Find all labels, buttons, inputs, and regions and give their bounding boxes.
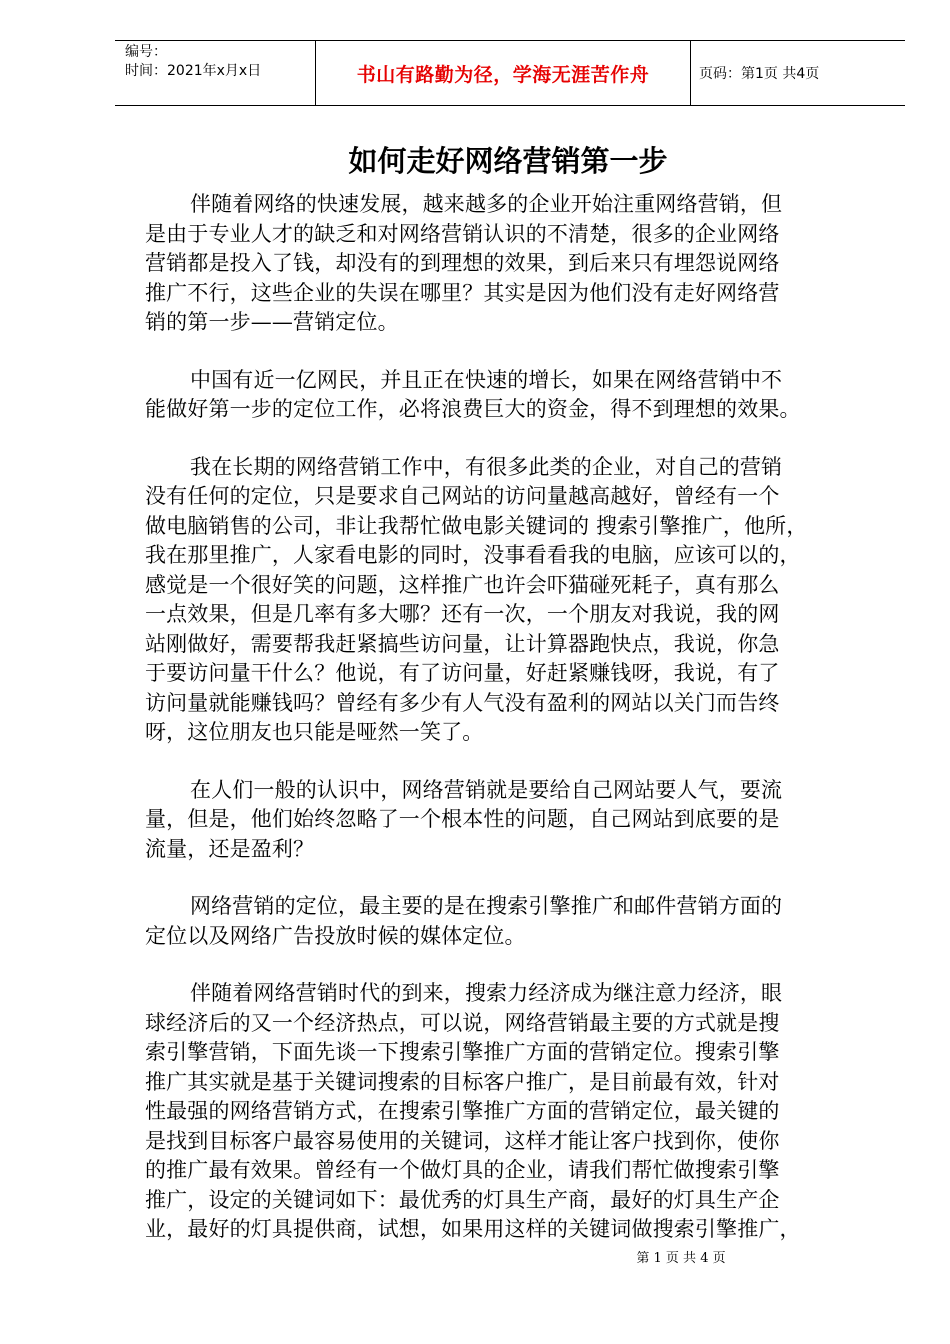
paragraph bbox=[145, 453, 875, 748]
document-body bbox=[145, 190, 875, 1273]
paragraph-line: 访问量就能赚钱吗？曾经有多少有人气没有盈利的网站以关门而告终 bbox=[145, 690, 780, 715]
paragraph bbox=[145, 190, 875, 338]
paragraph-line: 的推广最有效果。曾经有一个做灯具的企业，请我们帮忙做搜索引擎 bbox=[145, 1158, 780, 1182]
paragraph bbox=[145, 979, 875, 1245]
header-info-cell bbox=[115, 41, 316, 105]
paragraph-line: 一点效果，但是几率有多大哪？还有一次，一个朋友对我说，我的网 bbox=[145, 602, 780, 626]
header-page-info: 页码：第1页 共4页 bbox=[699, 66, 820, 82]
paragraph-line: 呀，这位朋友也只能是哑然一笑了。 bbox=[145, 720, 484, 744]
paragraph bbox=[145, 776, 875, 865]
paragraph-line: 定位以及网络广告投放时候的媒体定位。 bbox=[145, 923, 526, 948]
paragraph-line: 索引擎营销，下面先谈一下搜索引擎推广方面的营销定位。搜索引擎 bbox=[145, 1040, 780, 1064]
paragraph-line: 业，最好的灯具提供商，试想，如果用这样的关键词做搜索引擎推广， bbox=[145, 1217, 801, 1241]
header-page-cell bbox=[691, 41, 905, 105]
paragraph-line: 我在那里推广，人家看电影的同时，没事看看我的电脑，应该可以的， bbox=[145, 543, 801, 567]
paragraph-line: 是找到目标客户最容易使用的关键词，这样才能让客户找到你，使你 bbox=[145, 1128, 780, 1153]
paragraph-line: 是由于专业人才的缺乏和对网络营销认识的不清楚，很多的企业网络 bbox=[145, 221, 780, 246]
header-number-label: 编号： bbox=[125, 44, 167, 60]
paragraph-line: 在人们一般的认识中，网络营销就是要给自己网站要人气，要流 bbox=[190, 777, 783, 802]
paragraph bbox=[145, 892, 875, 951]
document-title: 如何走好网络营销第一步 bbox=[348, 144, 668, 178]
paragraph-line: 球经济后的又一个经济热点，可以说，网络营销最主要的方式就是搜 bbox=[145, 1010, 780, 1035]
paragraph-line: 做电脑销售的公司，非让我帮忙做电影关键词的 搜索引擎推广，他所， bbox=[145, 513, 808, 538]
paragraph-line: 推广不行，这些企业的失误在哪里？其实是因为他们没有走好网络营 bbox=[145, 280, 780, 305]
paragraph-line: 能做好第一步的定位工作，必将浪费巨大的资金，得不到理想的效果。 bbox=[145, 397, 801, 421]
header-motto: 书山有路勤为径，学海无涯苦作舟 bbox=[356, 63, 650, 86]
paragraph-line: 站刚做好，需要帮我赶紧搞些访问量，让计算器跑快点，我说，你急 bbox=[145, 631, 780, 656]
paragraph-line: 伴随着网络营销时代的到来，搜索力经济成为继注意力经济，眼 bbox=[190, 981, 783, 1005]
paragraph-line: 推广其实就是基于关键词搜索的目标客户推广，是目前最有效，针对 bbox=[145, 1069, 780, 1094]
paragraph-line: 我在长期的网络营销工作中，有很多此类的企业，对自己的营销 bbox=[190, 454, 783, 479]
paragraph-line: 感觉是一个很好笑的问题，这样推广也许会吓猫碰死耗子，真有那么 bbox=[145, 572, 780, 597]
paragraph-line: 性最强的网络营销方式，在搜索引擎推广方面的营销定位，最关键的 bbox=[145, 1099, 780, 1123]
paragraph-line: 量，但是，他们始终忽略了一个根本性的问题，自己网站到底要的是 bbox=[145, 807, 780, 831]
header-motto-cell bbox=[316, 41, 691, 105]
paragraph-line: 伴随着网络的快速发展，越来越多的企业开始注重网络营销，但 bbox=[190, 192, 783, 216]
paragraph-line: 网络营销的定位，最主要的是在搜索引擎推广和邮件营销方面的 bbox=[190, 894, 783, 918]
paragraph bbox=[145, 366, 875, 425]
paragraph-line: 流量，还是盈利？ bbox=[145, 836, 315, 861]
header-time-label: 时间：2021年x月x日 bbox=[125, 63, 262, 79]
paragraph-line: 于要访问量干什么？他说，有了访问量，好赶紧赚钱呀，我说，有了 bbox=[145, 661, 780, 685]
page-footer: 第 1 页 共 4 页 bbox=[636, 1251, 726, 1266]
paragraph-line: 营销都是投入了钱，却没有的到理想的效果，到后来只有埋怨说网络 bbox=[145, 251, 780, 275]
document-header bbox=[115, 40, 905, 106]
paragraph-line: 销的第一步——营销定位。 bbox=[145, 310, 399, 334]
paragraph-line: 推广，设定的关键词如下：最优秀的灯具生产商，最好的灯具生产企 bbox=[145, 1187, 780, 1212]
paragraph-line: 没有任何的定位，只是要求自己网站的访问量越高越好，曾经有一个 bbox=[145, 484, 780, 508]
paragraph-line: 中国有近一亿网民，并且正在快速的增长，如果在网络营销中不 bbox=[190, 367, 783, 392]
